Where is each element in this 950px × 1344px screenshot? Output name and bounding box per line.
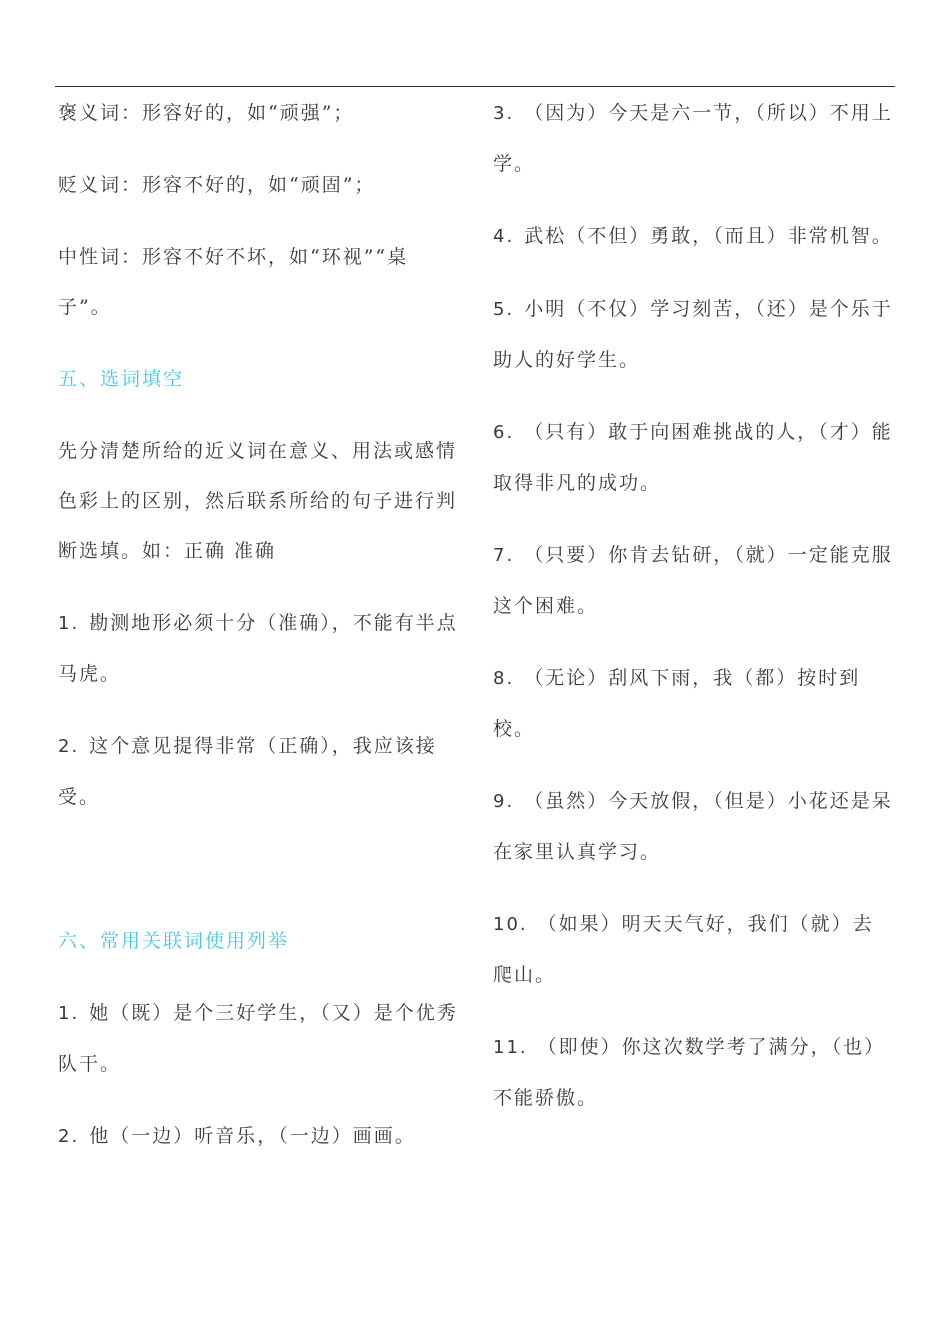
item-text: （即使）你这次数学考了满分，（也）不能骄傲。 (493, 1036, 886, 1109)
item-number: 8. (493, 668, 515, 689)
section-5-title: 五、选词填空 (58, 368, 185, 390)
item-text: 她（既）是个三好学生，（又）是个优秀队干。 (58, 1002, 458, 1075)
conjunction-example (493, 284, 893, 385)
conjunction-example (493, 899, 893, 1000)
item-text: 他（一边）听音乐，（一边）画画。 (89, 1125, 416, 1147)
item-text: （如果）明天天气好，我们（就）去爬山。 (493, 913, 874, 986)
conjunction-example (493, 776, 893, 877)
item-text: （只有）敢于向困难挑战的人，（才）能取得非凡的成功。 (493, 421, 893, 494)
item-number: 6. (493, 422, 515, 443)
conjunction-example (493, 1022, 893, 1123)
item-number: 2. (58, 736, 80, 757)
definition-neutral: 中性词：形容不好不坏，如“环视”“桌子”。 (58, 246, 409, 318)
section-5-item (58, 721, 458, 822)
item-text: （只要）你肯去钻研，（就）一定能克服这个困难。 (493, 544, 893, 617)
section-6-item (58, 1111, 458, 1162)
item-number: 3. (493, 103, 515, 124)
item-number: 1. (58, 1003, 80, 1024)
item-text: 这个意见提得非常（正确），我应该接受。 (58, 735, 437, 808)
right-column (493, 88, 893, 1123)
section-6-title: 六、常用关联词使用列举 (58, 930, 290, 952)
item-number: 11. (493, 1037, 528, 1058)
left-column (58, 88, 458, 1162)
item-text: 勘测地形必须十分（准确），不能有半点马虎。 (58, 612, 458, 685)
item-number: 1. (58, 613, 80, 634)
definition-commendatory: 褒义词：形容好的，如“顽强”； (58, 102, 355, 124)
item-text: （虽然）今天放假，（但是）小花还是呆在家里认真学习。 (493, 790, 893, 863)
definition-derogatory: 贬义词：形容不好的，如“顽固”； (58, 174, 376, 196)
item-number: 4. (493, 226, 515, 247)
item-text: （无论）刮风下雨，我（都）按时到校。 (493, 667, 861, 740)
item-number: 7. (493, 545, 515, 566)
conjunction-example (493, 653, 893, 754)
top-rule (55, 86, 895, 87)
conjunction-example (493, 211, 893, 262)
section-5-item (58, 598, 458, 699)
item-number: 2. (58, 1126, 80, 1147)
item-number: 10. (493, 914, 528, 935)
item-number: 9. (493, 791, 515, 812)
item-text: （因为）今天是六一节，（所以）不用上学。 (493, 102, 893, 175)
conjunction-example (493, 530, 893, 631)
item-number: 5. (493, 299, 515, 320)
item-text: 武松（不但）勇敢，（而且）非常机智。 (524, 225, 893, 247)
conjunction-example (493, 88, 893, 189)
section-6-item (58, 988, 458, 1089)
item-text: 小明（不仅）学习刻苦，（还）是个乐于助人的好学生。 (493, 298, 893, 371)
conjunction-example (493, 407, 893, 508)
section-5-description: 先分清楚所给的近义词在意义、用法或感情色彩上的区别，然后联系所给的句子进行判断选填。如：正确 准确 (58, 440, 458, 562)
